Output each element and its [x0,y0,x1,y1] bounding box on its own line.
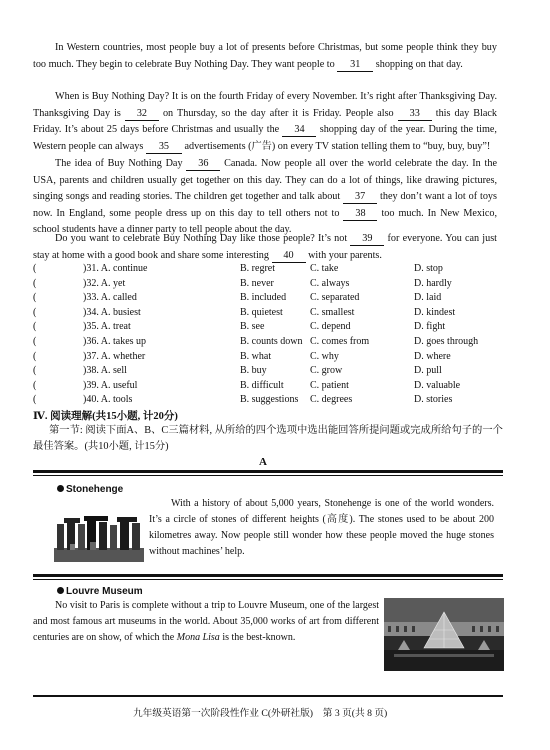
question-row [33,278,503,293]
answer-paren: ( [33,365,37,377]
stonehenge-title-text: Stonehenge [66,484,124,495]
option-d: D. kindest [414,306,456,318]
question-row [33,365,503,380]
option-d: D. stories [414,394,453,406]
blank-33: 33 [398,108,432,121]
option-c: C. smallest [310,306,355,318]
blank-39: 39 [350,233,384,246]
divider [33,695,503,697]
passage-text: they don’t want a lot of toys now. In England, some people dress up on this day to tell others not to [33,191,497,219]
answer-paren: ( [33,306,37,318]
option-a: )38. A. sell [83,365,127,377]
option-b: B. see [240,321,265,333]
option-b: B. suggestions [240,394,299,406]
question-row [33,380,503,395]
question-row [33,394,503,409]
bullet-icon [57,485,64,492]
question-row [33,292,503,307]
option-a: )35. A. treat [83,321,131,333]
option-d: D. stop [414,263,443,274]
answer-paren: ( [33,321,37,333]
blank-32: 32 [125,108,159,121]
option-b: B. included [240,292,287,304]
option-d: D. where [414,350,451,362]
blank-37: 37 [343,191,377,204]
option-b: B. difficult [240,379,284,391]
divider [33,470,503,473]
option-c: C. why [310,350,339,362]
mona-lisa-title: Mona Lisa [176,632,220,643]
option-a: )34. A. busiest [83,306,141,318]
question-row [33,263,503,278]
option-c: C. patient [310,379,349,391]
section-instruction: 第一节: 阅读下面A、B、C三篇材料, 从所给的四个选项中选出能回答所提问题或完成所给句子的一个最佳答案。(共10小题, 计15分) [33,425,503,452]
passage-paragraph-4 [33,231,497,264]
answer-paren: ( [33,394,37,406]
blank-34: 34 [282,124,316,137]
blank-31: 31 [337,59,373,72]
answer-paren: ( [33,292,37,304]
option-c: C. depend [310,321,351,333]
question-row [33,336,503,351]
option-b: B. quietest [240,306,283,318]
question-row [33,321,503,336]
option-d: D. hardly [414,277,452,289]
question-row [33,307,503,322]
option-c: C. take [310,263,339,274]
passage-text: Canada. Now people all over the world celebrate the day. In the USA, parents and children usually get together on this day. They can do a lot of things, like drawing pictures, singing songs and reading stories. The children get together and talk about [33,158,497,203]
passage-paragraph-2 [33,89,497,155]
blank-38: 38 [343,208,377,221]
passage-text: Do you want to celebrate Buy Nothing Day like those people? It’s not [55,233,351,244]
louvre-text-part: is the best-known. [219,632,296,643]
option-a: )37. A. whether [83,350,146,362]
passage-paragraph-3 [33,156,497,239]
option-c: C. degrees [310,394,353,406]
louvre-title [57,586,143,597]
blank-40: 40 [272,250,306,263]
passage-paragraph-1 [33,40,497,73]
answer-paren: ( [33,379,37,391]
option-b: B. buy [240,365,267,377]
option-d: D. laid [414,292,442,304]
louvre-text [33,598,379,646]
page-footer: 九年级英语第一次阶段性作业 C(外研社版) 第 3 页(共 8 页) [133,708,388,719]
answer-paren: ( [33,277,37,289]
option-a: )32. A. yet [83,277,126,289]
answer-paren: ( [33,336,37,347]
divider [33,574,503,577]
passage-text: too much. In New Mexico, school students have a dinner party to tell people about the day. [33,207,497,236]
option-b: B. counts down [240,336,303,347]
divider [33,475,503,476]
passage-text: on Thursday, so the day after it is Friday. People also [158,107,398,119]
option-a: )33. A. called [83,292,137,304]
option-c: C. comes from [310,336,370,347]
passage-text: advertisements (广告) on every TV station telling them to “buy, buy, buy”! [181,140,491,152]
option-c: C. always [310,277,350,289]
part-letter: A [259,456,267,468]
option-b: B. never [240,277,274,289]
louvre-text-part: No visit to Paris is complete without a trip to Louvre Museum, one of the largest and most famous art museums in the world. About 35,000 works of art from different centuries are on show, of which the [33,600,379,643]
option-b: B. regret [240,263,275,274]
stonehenge-photo [54,510,144,562]
option-a: )39. A. useful [83,379,138,391]
divider [33,579,503,580]
option-a: )31. A. continue [83,263,148,274]
passage-text: When is Buy Nothing Day? It is on the fourth Friday of every November. It’s right after Thanksgiving Day. Thanksgiving Day is [33,91,497,119]
passage-text: for everyone. You can just stay at home with a good book and share some interesting [33,233,498,261]
option-a: )40. A. tools [83,394,133,406]
stonehenge-text: With a history of about 5,000 years, Stonehenge is one of the world wonders. It’s a circle of stones of different heights (高度). The stones used to be about 200 kilometres away. Now people still wonder how these people moved the huge stones without machines’ help. [149,498,494,557]
option-d: D. fight [414,321,446,333]
louvre-title-text: Louvre Museum [66,586,143,597]
passage-text: The idea of Buy Nothing Day [55,158,187,169]
blank-36: 36 [186,158,220,171]
passage-text: this day Black Friday. It’s about 25 days before Christmas and usually the [33,107,498,136]
option-d: D. goes through [414,336,479,347]
option-d: D. pull [414,365,442,377]
question-row [33,351,503,366]
bullet-icon [57,587,64,594]
louvre-photo [384,598,504,671]
stonehenge-title [57,484,123,495]
option-a: )36. A. takes up [83,336,147,347]
answer-paren: ( [33,263,37,274]
passage-text: shopping on that day. [373,58,463,70]
passage-text: In Western countries, most people buy a lot of presents before Christmas, but some people think they buy too much. They begin to celebrate Buy Nothing Day. They want people to [33,42,497,70]
option-c: C. separated [310,292,360,304]
passage-text: with your parents. [305,249,382,261]
option-c: C. grow [310,365,343,377]
blank-35: 35 [146,141,182,154]
passage-text: shopping day of the year. During the time, Western people can always [33,124,497,152]
option-b: B. what [240,350,272,362]
answer-paren: ( [33,350,37,362]
option-d: D. valuable [414,379,461,391]
section-header: Ⅳ. 阅读理解(共15小题, 计20分) [33,411,178,422]
